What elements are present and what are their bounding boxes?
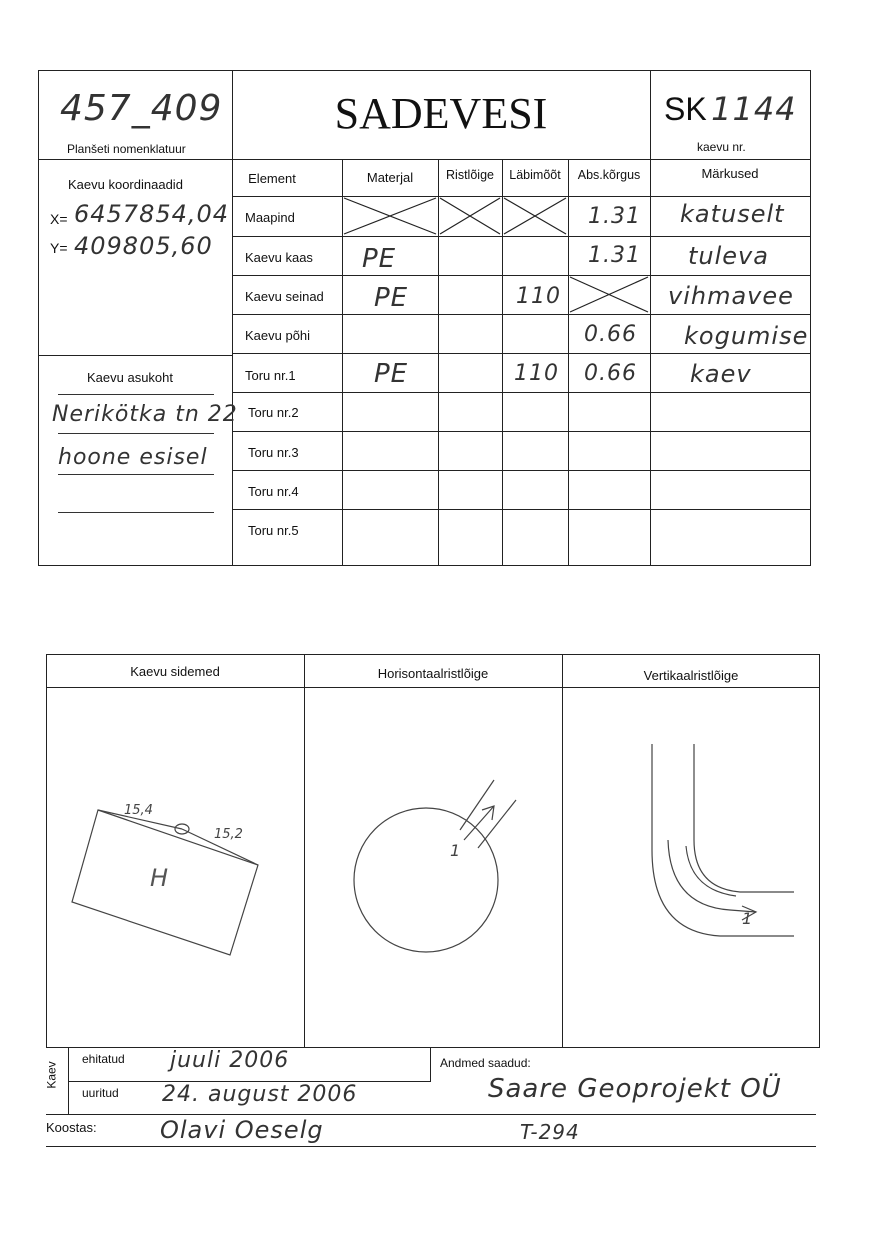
location-line-1: Nerikötka tn 22 [52,402,238,427]
code-value: T-294 [520,1120,580,1144]
row-element: Maapind [245,210,295,225]
info-line-2 [46,1114,816,1115]
sketches [0,640,880,1060]
well-number: 1144 [711,90,797,128]
coords-label: Kaevu koordinaadid [68,177,183,192]
row-height: 0.66 [584,322,637,347]
header-abs-height: Abs.kõrgus [577,168,641,182]
data-from-label: Andmed saadud: [440,1056,531,1070]
row-element: Toru nr.1 [245,368,296,383]
sketch-dist-1: 15,4 [124,803,153,818]
row-element: Toru nr.2 [248,405,299,420]
built-label: ehitatud [82,1052,125,1066]
author-value: Olavi Oeselg [160,1116,324,1144]
inner-wall [694,744,794,892]
row-note: tuleva [688,242,769,270]
row-material: PE [374,359,409,389]
sketch-house-label: H [150,864,169,892]
row-diameter: 110 [516,284,561,309]
x-prefix: X= [50,211,68,227]
header-cross-section: Ristlõige [446,168,494,182]
row-note: katuselt [680,200,785,228]
sketch-pipe-label-2: 1 [742,909,753,928]
y-prefix: Y= [50,240,68,256]
surveyed-label: uuritud [82,1086,119,1100]
sketch-dist-2: 15,2 [214,827,243,842]
row-note: vihmavee [668,282,794,310]
surveyed-value: 24. august 2006 [162,1082,358,1107]
header-element: Element [248,171,296,186]
header-notes: Märkused [701,166,759,181]
pipe-line-2 [478,800,516,848]
row-height: 0.66 [584,361,637,386]
panel-title-vertical: Vertikaalristlõige [643,668,739,683]
side-label: Kaev [44,1061,59,1089]
row-element: Toru nr.4 [248,484,299,499]
pipe-line-1 [460,780,494,830]
pipe-inner-2 [686,846,736,896]
location-line-2: hoone esisel [58,445,208,470]
flow-arrow [464,806,494,840]
page-title: SADEVESI [334,89,548,138]
row-element: Kaevu põhi [245,328,311,343]
row-note: kogumise [684,322,809,350]
outer-wall [652,744,794,936]
row-note: kaev [690,360,752,388]
row-element: Toru nr.5 [248,523,299,538]
row-height: 1.31 [588,204,641,229]
row-element: Kaevu kaas [245,250,313,265]
row-element: Kaevu seinad [245,289,324,304]
well-label: kaevu nr. [697,140,746,154]
data-from-value: Saare Geoprojekt OÜ [488,1074,782,1104]
header-diameter: Läbimõõt [509,168,561,182]
sketch-pipe-label-1: 1 [450,841,461,860]
sheet-label: Planšeti nomenklatuur [67,142,186,156]
location-label: Kaevu asukoht [87,370,174,385]
x-coordinate: 6457854,04 [74,200,230,228]
panel-title-horizontal: Horisontaalristlõige [377,666,489,681]
panel-title-ties: Kaevu sidemed [130,664,220,679]
info-divider [430,1048,431,1082]
pipe-inner [668,840,756,912]
row-material: PE [374,283,409,313]
well-circle [354,808,498,952]
row-material: PE [362,244,397,274]
info-line-3 [46,1146,816,1147]
row-diameter: 110 [514,361,559,386]
row-height: 1.31 [588,243,641,268]
row-element: Toru nr.3 [248,445,299,460]
header-material: Materjal [366,170,414,185]
y-coordinate: 409805,60 [74,232,213,260]
author-label: Koostas: [46,1120,97,1135]
well-prefix: SK [664,91,707,127]
sheet-number: 457_409 [60,88,223,129]
built-value: juuli 2006 [170,1048,290,1073]
